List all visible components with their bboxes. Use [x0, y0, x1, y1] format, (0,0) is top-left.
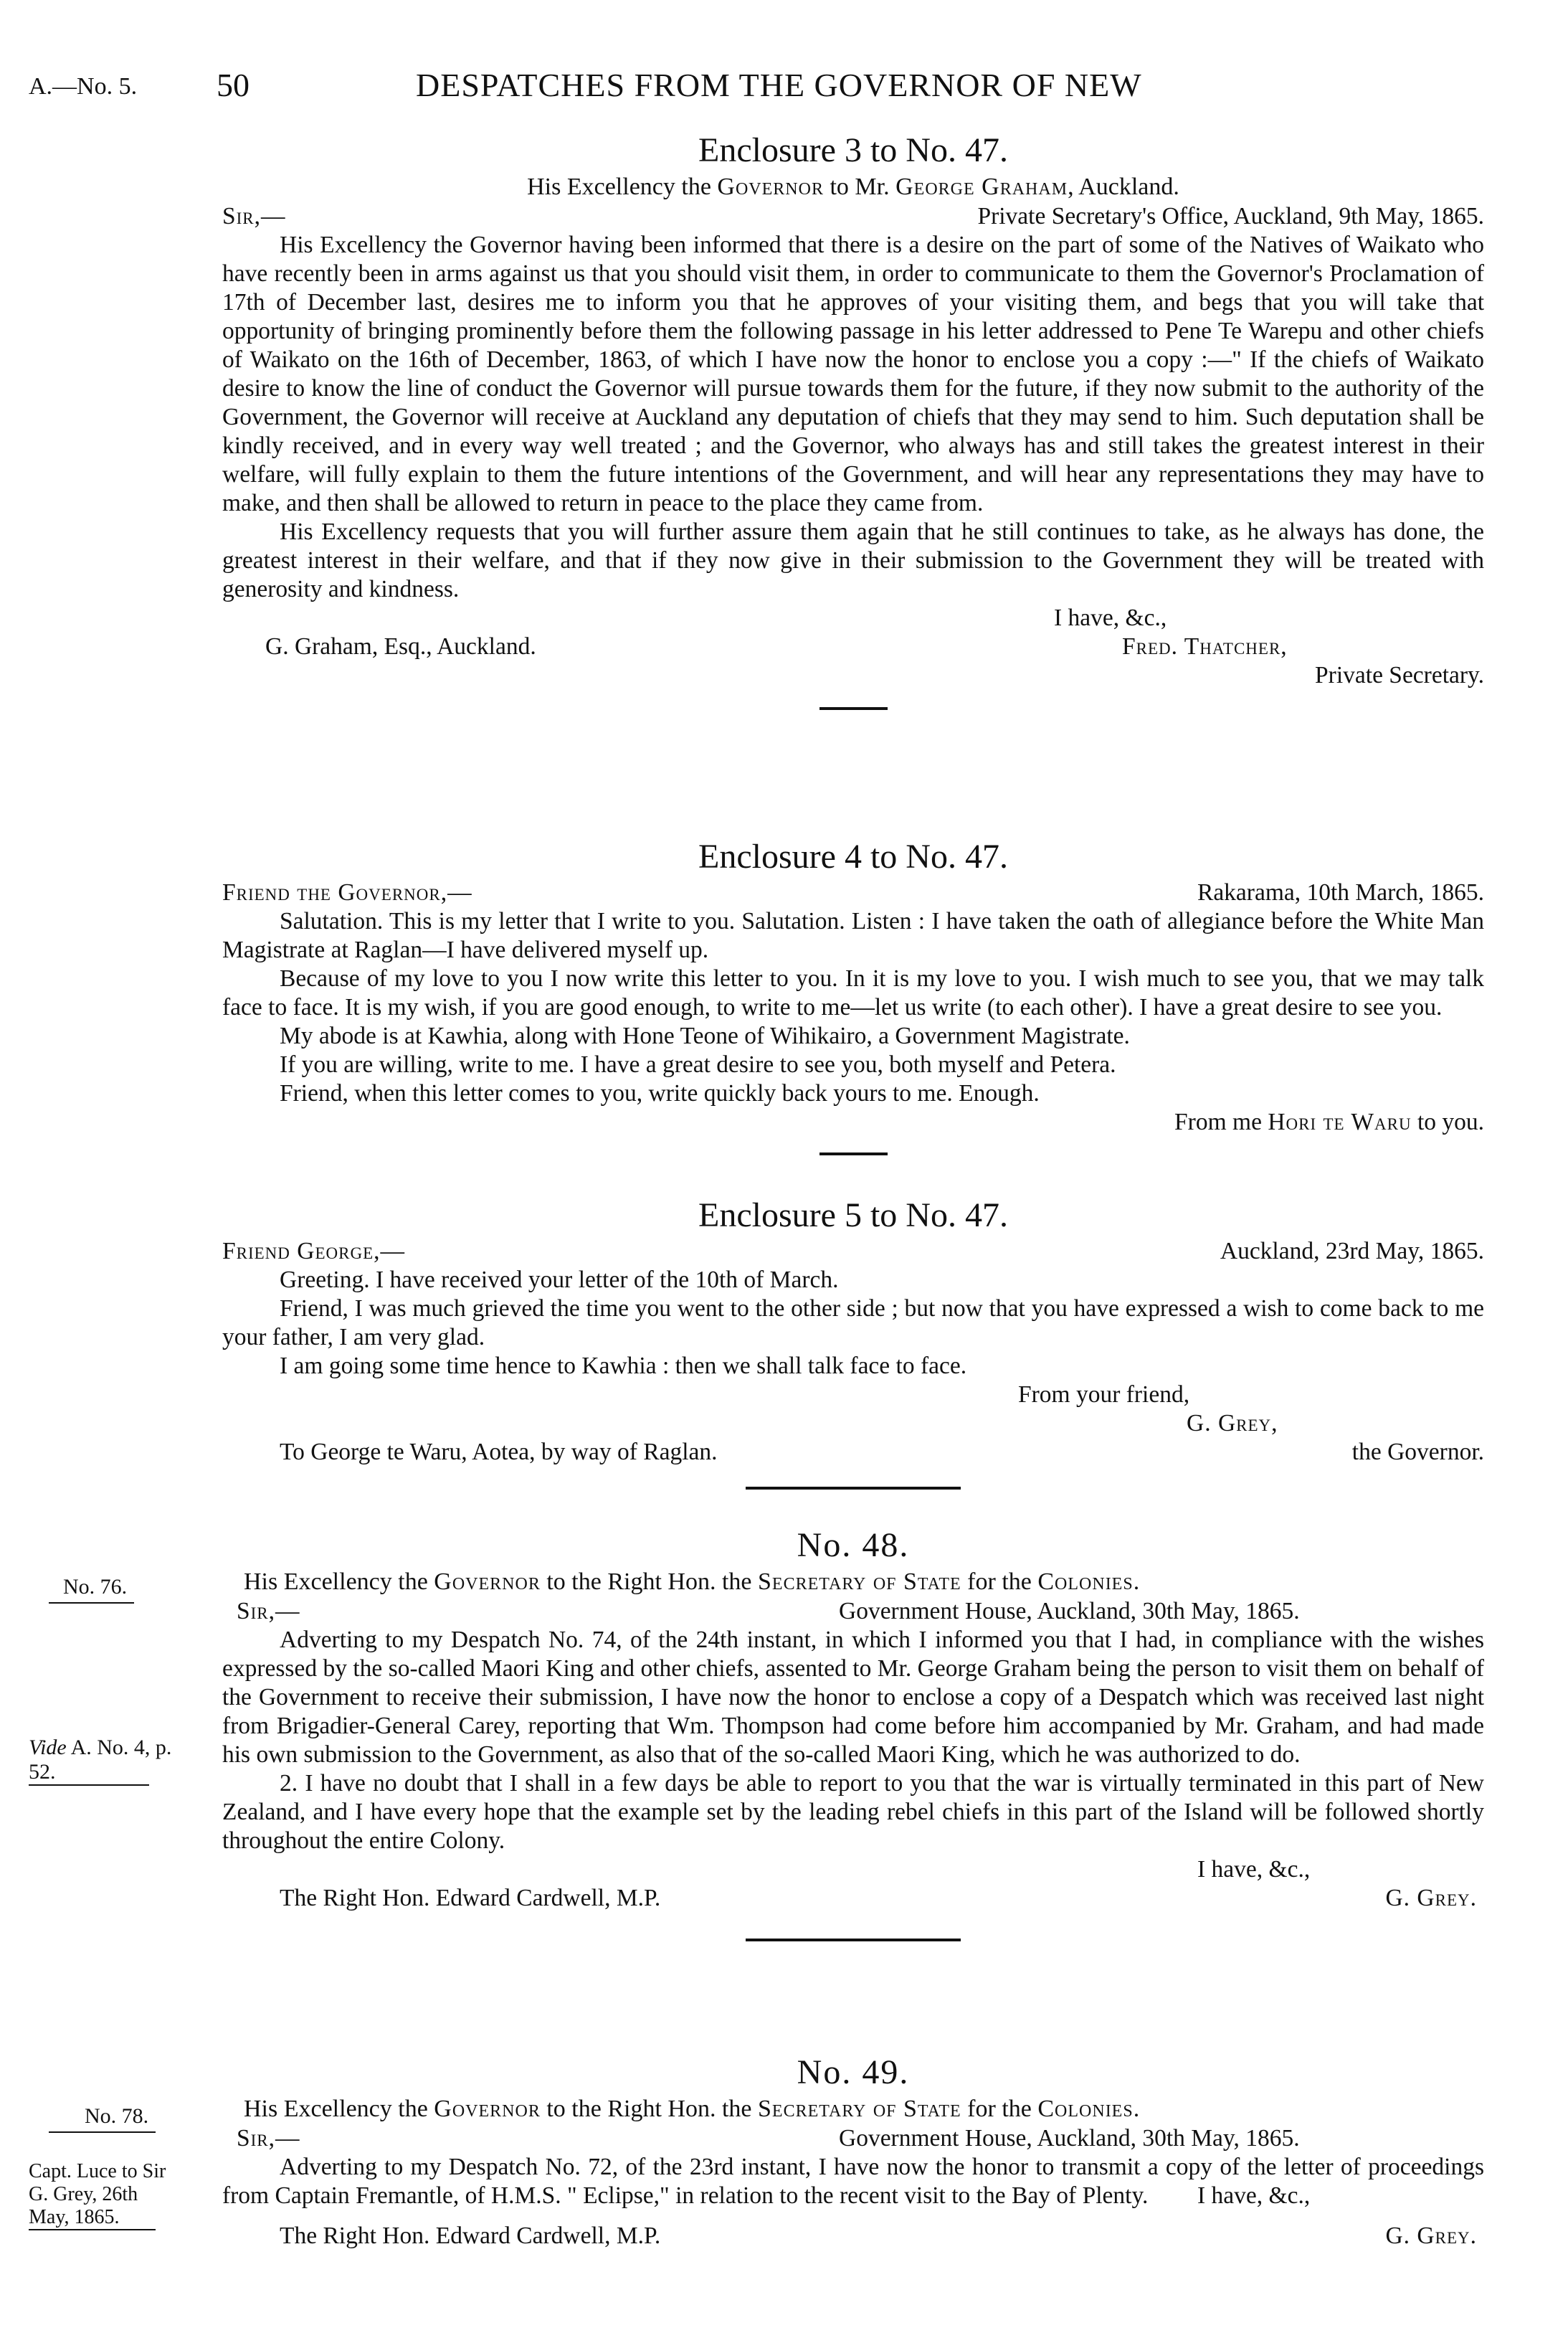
- subtitle-secretary: Secretary of State: [758, 2096, 961, 2122]
- margin-reference: [49, 1575, 134, 1604]
- despatch-49-title: No. 49.: [797, 2053, 910, 2091]
- subtitle-text: to Mr.: [823, 174, 896, 200]
- enclosure-3-subtitle: [222, 172, 1484, 202]
- closing-row: [222, 1381, 1484, 1409]
- margin-vide-ref: A. No. 4, p.: [66, 1736, 172, 1759]
- letter-paragraph: Greeting. I have received your letter of the 10th of March.: [280, 1267, 839, 1293]
- margin-note: [29, 1736, 171, 1786]
- despatch-49: [222, 2051, 1484, 2250]
- signature-name: Hori te Waru: [1268, 1109, 1412, 1135]
- salutation-row: [222, 1237, 1484, 1266]
- margin-ref-number: No. 76.: [49, 1575, 134, 1604]
- margin-note-line: Capt. Luce to Sir: [29, 2160, 166, 2182]
- letter-paragraph: His Excellency the Governor having been informed that there is a desire on the part of some of the Natives of Waikato who have recently been in arms against us that you should visit them, in order to communicate to them the Governor's Proclamation of 17th of December last, desires me to inform you that he approves of your visiting them, and begs that you will take that opportunity of bringing prominently before them the following passage in his letter addressed to Pene Te Warepu and other chiefs of Waikato on the 16th of December, 1863, of which I have now the honor to enclose you a copy :—" If the chiefs of Waikato desire to know the line of conduct the Governor will pursue towards them for the future, if they now submit to the authority of the Government, the Governor will receive at Auckland any deputation of chiefs that they may send to him. Such deputation shall be kindly received, and in every way well treated ; and the Governor, who always has and still takes the greatest interest in their welfare, will fully explain to them the future intentions of the Government, and will hear any representations they may have to make, and then shall be allowed to return in peace to the place they came from.: [222, 232, 1484, 516]
- despatch-49-subtitle: [222, 2094, 1484, 2124]
- subtitle-text: His Excellency the: [527, 174, 718, 200]
- margin-reference: [49, 2104, 156, 2133]
- subtitle-text: , Auckland.: [1068, 174, 1179, 200]
- letter-paragraph: His Excellency requests that you will further assure them again that he still continues to take, as he always has done, the greatest interest in their welfare, and that if they now give in their submission to the Government they will be treated with generosity and kindness.: [222, 519, 1484, 602]
- section-divider: [819, 707, 888, 710]
- closing-row: [222, 2182, 1484, 2210]
- enclosure-4-title: Enclosure 4 to No. 47.: [698, 838, 1008, 876]
- letter-paragraph: Salutation. This is my letter that I write to you. Salutation. Listen : I have taken the oath of allegiance before the White Man Magistrate at Raglan—I have delivered myself up.: [222, 908, 1484, 963]
- subtitle-text: His Excellency the: [244, 2096, 434, 2122]
- addressee: The Right Hon. Edward Cardwell, M.P.: [280, 2223, 661, 2249]
- despatch-paragraph: Adverting to my Despatch No. 74, of the 24th instant, in which I informed you that I had, in compliance with the wishes expressed by the so-called Maori King and other chiefs, assented to Mr. George Graham being the person to visit them on behalf of the Government to receive their submission, I have now the honor to enclose a copy of a Despatch which was received last night from Brigadier-General Carey, reporting that Wm. Thompson had come before him accompanied by Mr. Graham, and had made his own submission to the Government, as also that of the so-called Maori King, which he was authorized to do.: [222, 1627, 1484, 1768]
- salutation-row: [222, 879, 1484, 907]
- dateline: Private Secretary's Office, Auckland, 9th May, 1865.: [977, 203, 1484, 229]
- letter-paragraph: If you are willing, write to me. I have a great desire to see you, both myself and Petera.: [280, 1051, 1116, 1078]
- salutation: Friend George,—: [222, 1238, 406, 1264]
- subtitle-text: .: [1133, 1568, 1140, 1595]
- subtitle-text: to the Right Hon. the: [540, 1568, 759, 1595]
- enclosure-5: [222, 1194, 1484, 1490]
- dateline: Government House, Auckland, 30th May, 1865.: [839, 1598, 1300, 1624]
- enclosure-3-title: Enclosure 3 to No. 47.: [698, 131, 1008, 169]
- subtitle-governor: Governor: [717, 174, 824, 200]
- margin-note: [29, 2160, 166, 2230]
- subtitle-text: for the: [961, 1568, 1038, 1595]
- margin-note-line: G. Grey, 26th: [29, 2183, 138, 2205]
- subtitle-governor: Governor: [434, 2096, 541, 2122]
- margin-ref-number: No. 78.: [49, 2104, 156, 2133]
- page-number: 50: [217, 67, 250, 103]
- section-divider: [746, 1939, 961, 1941]
- subtitle-text: for the: [961, 2096, 1038, 2122]
- despatch-paragraph: Adverting to my Despatch No. 72, of the 23rd instant, I have now the honor to transmit a copy of the letter of proceedings from Captain Fremantle, of H.M.S. " Eclipse," in relation to the recent visit to the Bay of Plenty.: [222, 2154, 1484, 2209]
- margin-vide-page: 52.: [29, 1760, 149, 1786]
- signature-line: [222, 1108, 1484, 1137]
- closing: I have, &c.,: [1197, 1856, 1311, 1883]
- signature-row: [222, 633, 1484, 661]
- subtitle-name: George Graham: [895, 174, 1068, 200]
- salutation: Sir,—: [237, 2125, 300, 2152]
- signature: G. Grey,: [1187, 1410, 1278, 1436]
- subtitle-text: .: [1133, 2096, 1140, 2122]
- salutation-row: [222, 202, 1484, 231]
- signature-text: to you.: [1411, 1109, 1484, 1135]
- signature-title: Private Secretary.: [1315, 662, 1484, 688]
- salutation: Friend the Governor,—: [222, 879, 472, 906]
- letter-paragraph: Because of my love to you I now write this letter to you. In it is my love to you. I wish much to see you, that we may talk face to face. It is my wish, if you are good enough, to write to me—let us write (to each other). I have a great desire to see you.: [222, 965, 1484, 1021]
- salutation: Sir,—: [222, 203, 286, 229]
- closing: From your friend,: [1018, 1381, 1190, 1408]
- margin-note-line: May, 1865.: [29, 2206, 156, 2230]
- signature-row: [222, 1884, 1484, 1913]
- dateline: Government House, Auckland, 30th May, 1865.: [839, 2125, 1300, 2152]
- letter-paragraph: Friend, when this letter comes to you, write quickly back yours to me. Enough.: [280, 1080, 1040, 1107]
- signature-text: From me: [1174, 1109, 1268, 1135]
- salutation: Sir,—: [237, 1598, 300, 1624]
- dateline: Rakarama, 10th March, 1865.: [1197, 879, 1484, 906]
- document-reference: A.—No. 5.: [29, 73, 138, 100]
- subtitle-governor: Governor: [434, 1568, 541, 1595]
- enclosure-5-title: Enclosure 5 to No. 47.: [698, 1196, 1008, 1234]
- addressee: To George te Waru, Aotea, by way of Raglan.: [280, 1439, 718, 1465]
- despatch-paragraph: 2. I have no doubt that I shall in a few days be able to report to you that the war is virtually terminated in this part of New Zealand, and I have every hope that the example set by the leading rebel chiefs in this part of the Island will be followed shortly throughout the entire Colony.: [222, 1770, 1484, 1854]
- letter-paragraph: Friend, I was much grieved the time you went to the other side ; but now that you have expressed a wish to come back to me your father, I am very glad.: [222, 1295, 1484, 1350]
- letter-paragraph: My abode is at Kawhia, along with Hone Teone of Wihikairo, a Government Magistrate.: [280, 1023, 1130, 1049]
- signature-title-row: [222, 661, 1484, 690]
- signature-row: [222, 1409, 1484, 1438]
- addressee: The Right Hon. Edward Cardwell, M.P.: [280, 1885, 661, 1911]
- section-divider: [746, 1487, 961, 1490]
- subtitle-text: His Excellency the: [244, 1568, 434, 1595]
- dateline: Auckland, 23rd May, 1865.: [1220, 1238, 1484, 1264]
- running-header: [29, 66, 1506, 109]
- despatch-48: [222, 1524, 1484, 1941]
- salutation-row: [222, 1597, 1484, 1626]
- closing-row: [222, 1855, 1484, 1884]
- addressee-row: [222, 1438, 1484, 1467]
- signature-row: [222, 2222, 1484, 2250]
- closing: I have, &c.,: [1197, 2182, 1311, 2209]
- subtitle-colonies: Colonies: [1037, 2096, 1134, 2122]
- closing: I have, &c.,: [1054, 605, 1167, 631]
- salutation-row: [222, 2124, 1484, 2153]
- running-title: DESPATCHES FROM THE GOVERNOR OF NEW: [416, 67, 1142, 103]
- despatch-48-title: No. 48.: [797, 1526, 910, 1564]
- letter-paragraph: I am going some time hence to Kawhia : then we shall talk face to face.: [280, 1353, 967, 1379]
- signature: G. Grey.: [1385, 1885, 1477, 1911]
- signature-title: the Governor.: [1351, 1439, 1484, 1465]
- closing-row: [222, 604, 1484, 633]
- subtitle-secretary: Secretary of State: [758, 1568, 961, 1595]
- enclosure-4: [222, 836, 1484, 1155]
- signature: G. Grey.: [1385, 2223, 1477, 2249]
- margin-vide: Vide: [29, 1736, 67, 1759]
- signature: Fred. Thatcher,: [1122, 633, 1288, 660]
- addressee: G. Graham, Esq., Auckland.: [265, 633, 536, 660]
- subtitle-colonies: Colonies: [1037, 1568, 1134, 1595]
- subtitle-text: to the Right Hon. the: [540, 2096, 759, 2122]
- despatch-48-subtitle: [222, 1567, 1484, 1597]
- enclosure-3: [222, 129, 1484, 710]
- section-divider: [819, 1152, 888, 1155]
